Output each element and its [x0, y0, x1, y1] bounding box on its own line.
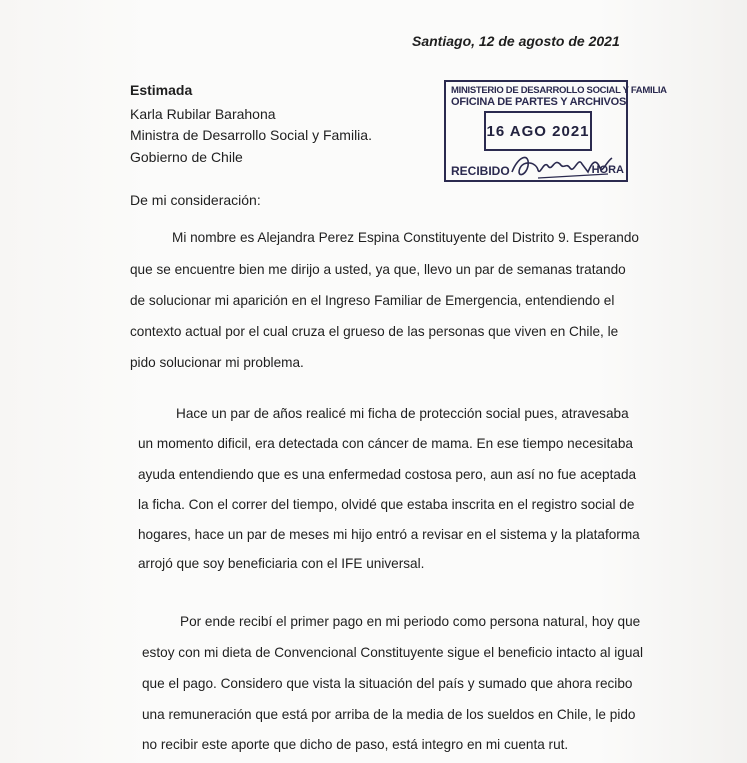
- paragraph-line: de solucionar mi aparición en el Ingreso Familiar de Emergencia, entendiendo el: [130, 293, 615, 308]
- paragraph-line: Mi nombre es Alejandra Perez Espina Constituyente del Distrito 9. Esperando: [172, 230, 639, 245]
- stamp-hour-label: HORA: [591, 164, 624, 176]
- paragraph-line: arrojó que soy beneficiaria con el IFE universal.: [138, 556, 425, 571]
- paragraph-line: que el pago. Considero que vista la situación del país y sumado que ahora recibo: [142, 676, 633, 691]
- paragraph-line: pido solucionar mi problema.: [130, 355, 304, 370]
- stamp-office: OFICINA DE PARTES Y ARCHIVOS: [451, 96, 627, 108]
- reception-stamp: [444, 80, 667, 182]
- signature-icon: [508, 148, 628, 182]
- paragraph-line: una remuneración que está por arriba de la media de los sueldos en Chile, le pido: [142, 707, 636, 722]
- paragraph-line: no recibir este aporte que dicho de paso, está integro en mi cuenta rut.: [142, 737, 569, 752]
- paragraph-line: que se encuentre bien me dirijo a usted, ya que, llevo un par de semanas tratando: [130, 262, 626, 277]
- paragraph-line: hogares, hace un par de meses mi hijo entró a revisar en el sistema y la plataforma: [138, 527, 640, 542]
- paragraph-line: ayuda entendiendo que es una enfermedad costosa pero, aun así no fue aceptada: [138, 467, 637, 482]
- place-date: Santiago, 12 de agosto de 2021: [412, 33, 620, 49]
- paragraph-line: la ficha. Con el correr del tiempo, olvidé que estaba inscrita en el registro social de: [138, 497, 635, 512]
- paragraph-line: estoy con mi dieta de Convencional Constituyente sigue el beneficio intacto al igual: [142, 645, 644, 660]
- paragraph-line: Por ende recibí el primer pago en mi periodo como persona natural, hoy que: [180, 614, 641, 629]
- stamp-ministry: MINISTERIO DE DESARROLLO SOCIAL Y FAMILIA: [451, 85, 667, 96]
- recipient-name: Karla Rubilar Barahona: [130, 106, 276, 122]
- paragraph-line: un momento dificil, era detectada con cáncer de mama. En ese tiempo necesitaba: [138, 436, 633, 451]
- recipient-title: Ministra de Desarrollo Social y Familia.: [130, 127, 372, 143]
- paragraph-line: Hace un par de años realicé mi ficha de protección social pues, atravesaba: [176, 406, 629, 421]
- stamp-received-label: RECIBIDO: [451, 164, 510, 178]
- salutation: Estimada: [130, 82, 193, 98]
- paragraph-line: contexto actual por el cual cruza el grueso de las personas que viven en Chile, le: [130, 324, 619, 339]
- recipient-org: Gobierno de Chile: [130, 149, 243, 165]
- stamp-date: 16 AGO 2021: [484, 111, 592, 151]
- greeting: De mi consideración:: [130, 192, 261, 208]
